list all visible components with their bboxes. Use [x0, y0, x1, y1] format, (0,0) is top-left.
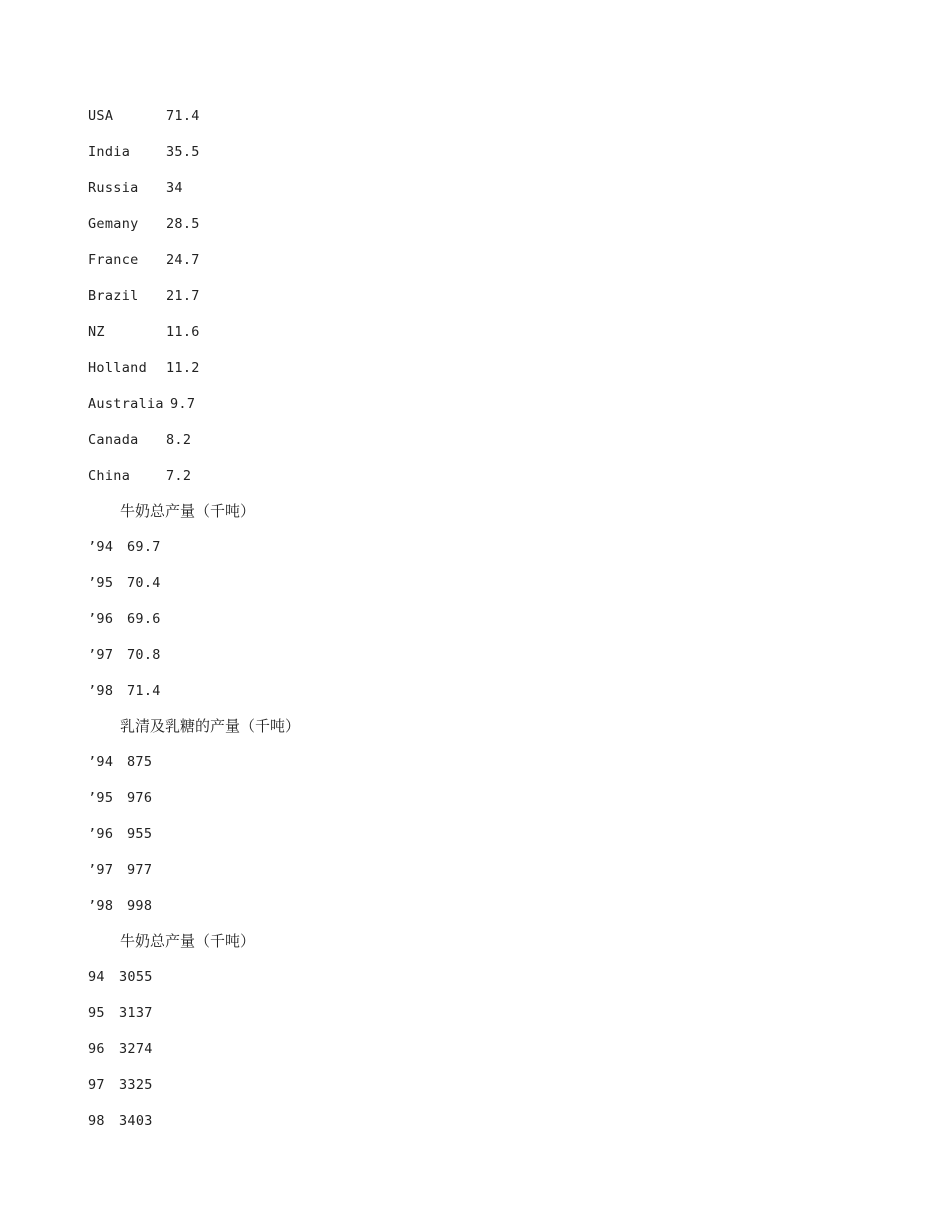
- country-name: Russia: [88, 180, 139, 196]
- year-value: 69.6: [127, 611, 161, 627]
- year-value: 3055: [119, 969, 153, 985]
- year-value: 71.4: [127, 683, 161, 699]
- year-value: 977: [127, 862, 153, 878]
- country-name: USA: [88, 108, 114, 124]
- year-label: ’97: [88, 862, 114, 878]
- year-value: 3137: [119, 1005, 153, 1021]
- year-value: 976: [127, 790, 153, 806]
- year-label: ’95: [88, 575, 114, 591]
- section-heading: 乳清及乳糖的产量（千吨）: [120, 717, 301, 735]
- section-heading: 牛奶总产量（千吨）: [120, 502, 256, 520]
- year-value: 70.4: [127, 575, 161, 591]
- country-value: 8.2: [166, 432, 192, 448]
- year-value: 3403: [119, 1113, 153, 1129]
- country-name: NZ: [88, 324, 105, 340]
- year-label: ’96: [88, 611, 114, 627]
- year-label: 95: [88, 1005, 105, 1021]
- year-label: 94: [88, 969, 105, 985]
- country-name: India: [88, 144, 131, 160]
- year-label: ’96: [88, 826, 114, 842]
- year-label: ’97: [88, 647, 114, 663]
- country-name: Brazil: [88, 288, 139, 304]
- year-label: ’98: [88, 683, 114, 699]
- year-value: 875: [127, 754, 153, 770]
- country-value: 9.7: [170, 396, 196, 412]
- country-value: 35.5: [166, 144, 200, 160]
- year-value: 998: [127, 898, 153, 914]
- country-value: 7.2: [166, 468, 192, 484]
- year-label: ’95: [88, 790, 114, 806]
- year-value: 955: [127, 826, 153, 842]
- country-name: Australia: [88, 396, 164, 412]
- year-label: 98: [88, 1113, 105, 1129]
- year-value: 70.8: [127, 647, 161, 663]
- country-value: 11.6: [166, 324, 200, 340]
- country-value: 21.7: [166, 288, 200, 304]
- section-heading: 牛奶总产量（千吨）: [120, 932, 256, 950]
- year-label: 96: [88, 1041, 105, 1057]
- country-name: Gemany: [88, 216, 139, 232]
- year-label: 97: [88, 1077, 105, 1093]
- year-value: 3274: [119, 1041, 153, 1057]
- year-value: 69.7: [127, 539, 161, 555]
- country-name: Holland: [88, 360, 147, 376]
- country-value: 71.4: [166, 108, 200, 124]
- country-value: 28.5: [166, 216, 200, 232]
- country-name: France: [88, 252, 139, 268]
- country-value: 34: [166, 180, 183, 196]
- year-label: ’94: [88, 754, 114, 770]
- country-name: China: [88, 468, 131, 484]
- year-label: ’98: [88, 898, 114, 914]
- year-value: 3325: [119, 1077, 153, 1093]
- country-name: Canada: [88, 432, 139, 448]
- year-label: ’94: [88, 539, 114, 555]
- country-value: 11.2: [166, 360, 200, 376]
- country-value: 24.7: [166, 252, 200, 268]
